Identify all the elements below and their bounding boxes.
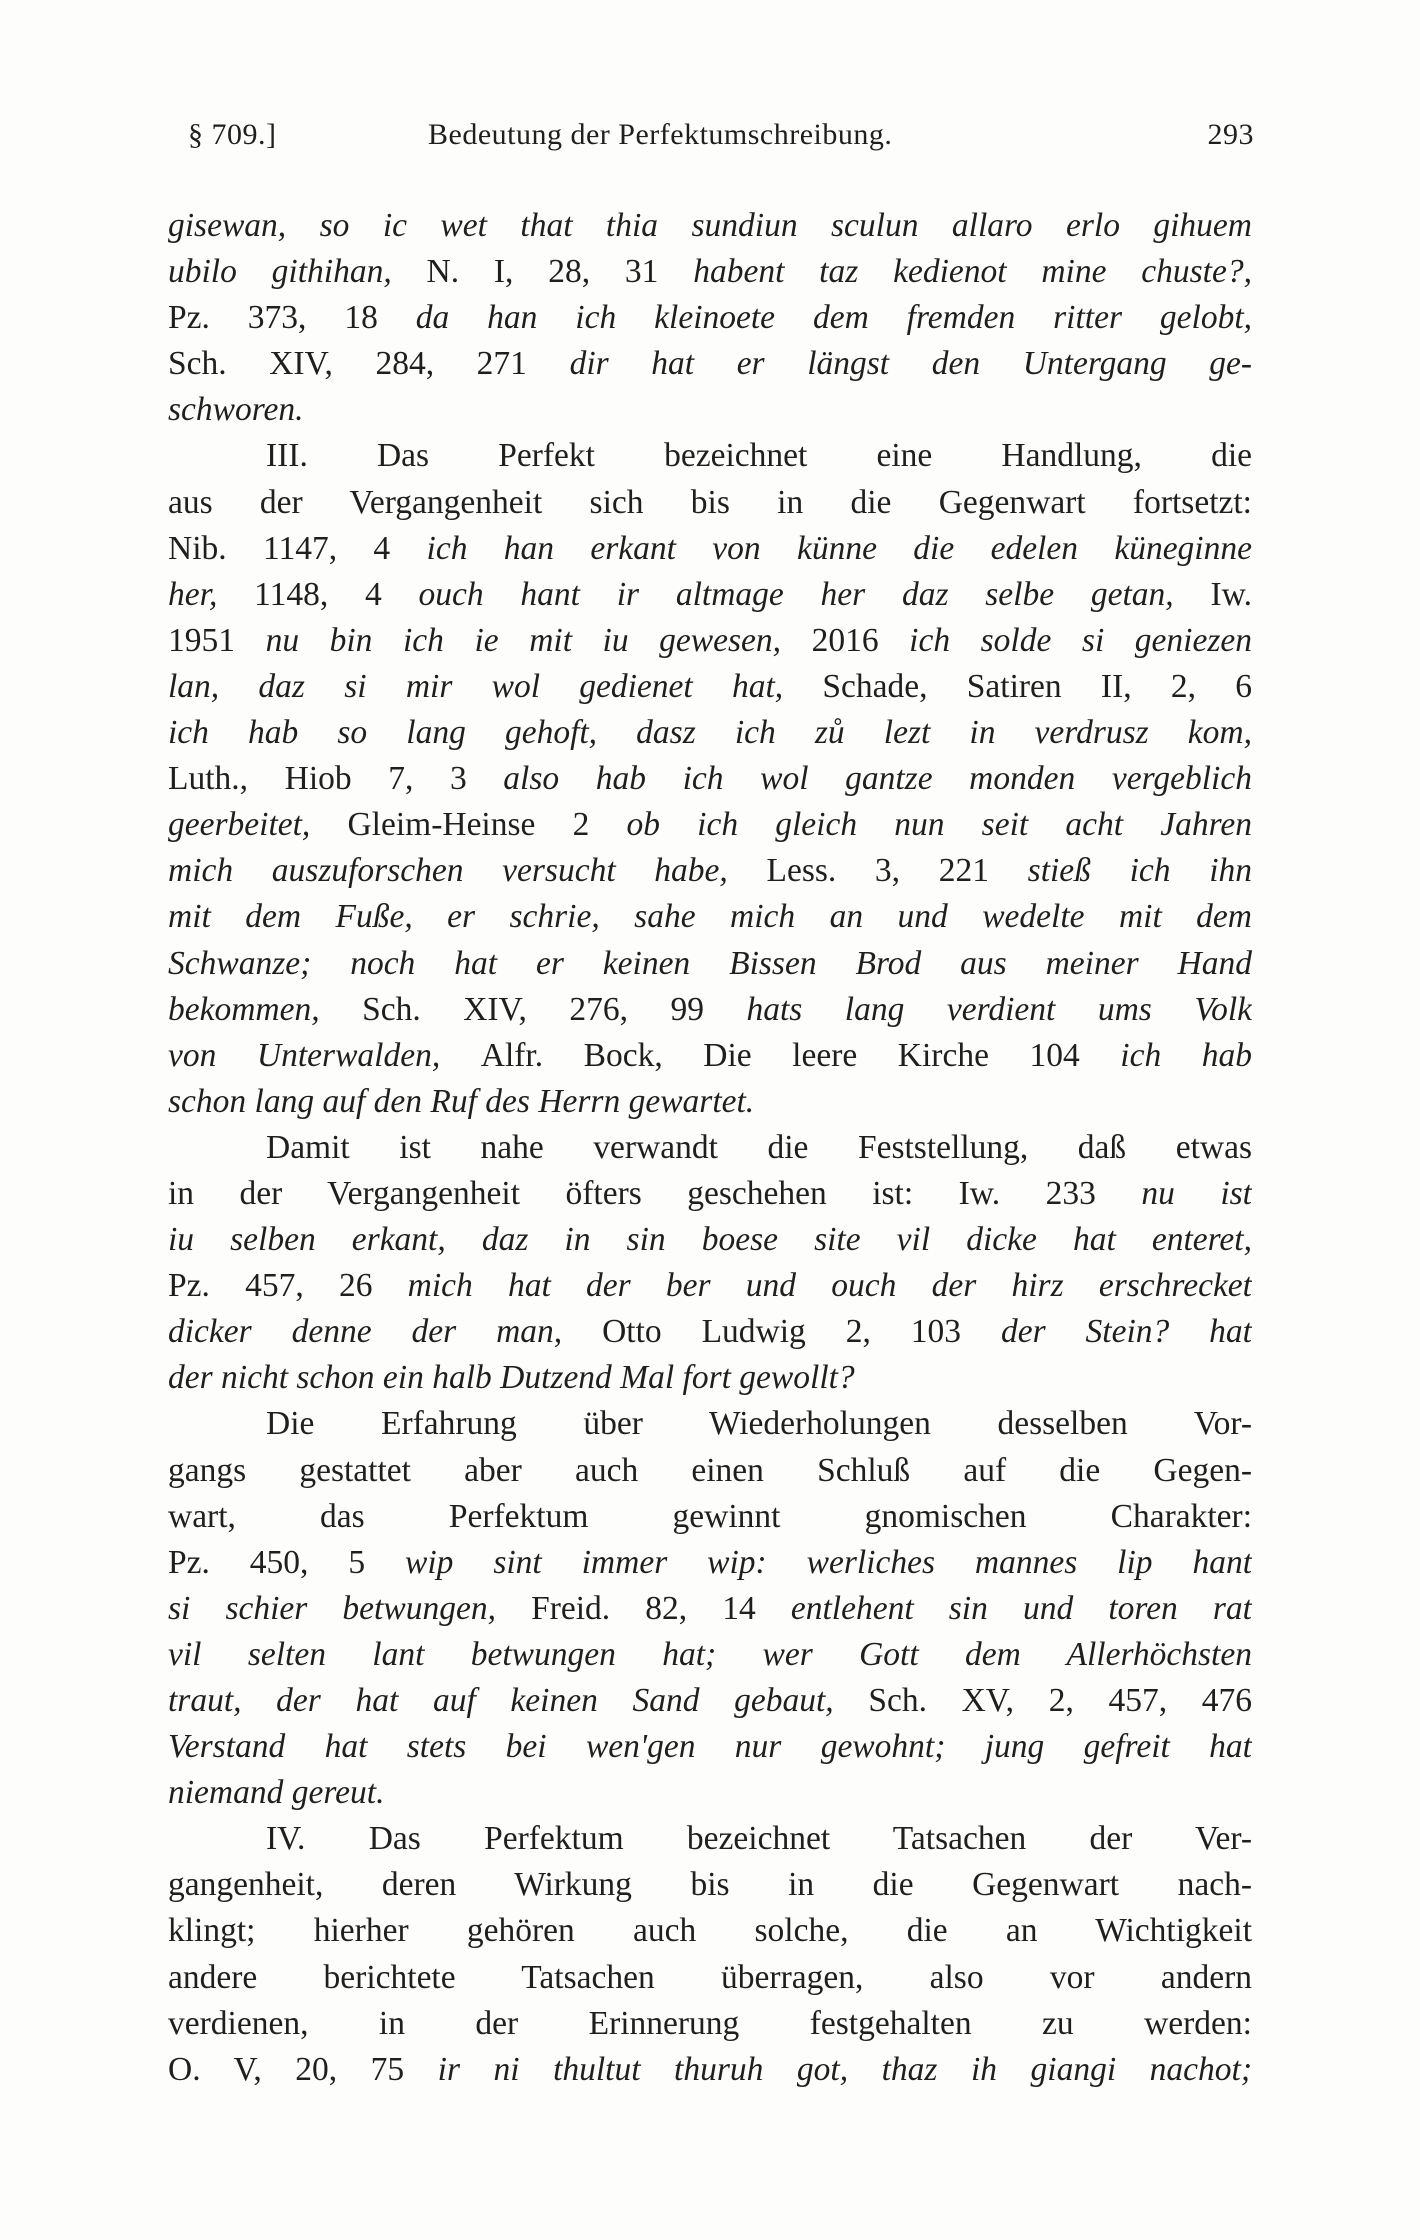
text-line xyxy=(168,203,1252,249)
quoted-example: ich solde si geniezen xyxy=(909,621,1252,659)
text-line xyxy=(168,1770,1252,1816)
quoted-example: mit dem Fuße, er schrie, sahe mich an und wedelte mit dem xyxy=(168,898,1252,936)
text-line xyxy=(168,894,1252,940)
quoted-example: mich hat der ber und ouch der hirz erschrecket xyxy=(407,1267,1252,1305)
quoted-example: der nicht schon ein halb Dutzend Mal fort gewollt? xyxy=(168,1359,855,1397)
text-line xyxy=(168,756,1252,802)
text-line xyxy=(168,1540,1252,1586)
quoted-example: her, xyxy=(168,575,255,613)
text-line xyxy=(168,1125,1252,1171)
citation-text: Sch. XIV, 284, 271 xyxy=(168,345,570,383)
text-line xyxy=(168,987,1252,1033)
citation-text: Nib. 1147, 4 xyxy=(168,529,427,567)
citation-text: Pz. 373, 18 xyxy=(168,299,416,337)
quoted-example: bekommen, xyxy=(168,990,363,1028)
quoted-example: der Stein? hat xyxy=(1000,1313,1252,1351)
body-text xyxy=(168,203,1252,2093)
text-line xyxy=(168,941,1252,987)
citation-text: 1148, 4 xyxy=(254,575,419,613)
text-line xyxy=(168,618,1252,664)
quoted-example: Schwanze; noch hat er keinen Bissen Brod aus meiner Hand xyxy=(168,944,1252,982)
text-line xyxy=(168,802,1252,848)
text-line xyxy=(168,1862,1252,1908)
quoted-example: ich han erkant von künne die edelen küneginne xyxy=(426,529,1252,567)
quoted-example: stieß ich ihn xyxy=(1027,852,1252,890)
citation-text: 1951 xyxy=(168,621,266,659)
quoted-example: traut, der hat auf keinen Sand gebaut, xyxy=(168,1682,869,1719)
quoted-example: schworen. xyxy=(168,391,304,429)
citation-text: Luth., Hiob 7, 3 xyxy=(168,760,504,798)
citation-text: Less. 3, 221 xyxy=(766,852,1028,890)
text-line xyxy=(168,387,1252,433)
text-line xyxy=(168,1678,1252,1724)
quoted-example: Verstand hat stets bei wen'gen nur gewohnt; jung gefreit hat xyxy=(168,1728,1252,1766)
quoted-example: von Unterwalden, xyxy=(168,1036,481,1074)
citation-text: Schade, Satiren II, 2, 6 xyxy=(822,667,1252,705)
quoted-example: nu bin ich ie mit iu gewesen, xyxy=(265,621,812,659)
citation-text: andere berichtete Tatsachen überragen, also vor andern xyxy=(168,1958,1252,1996)
citation-text: Sch. XV, 2, 457, 476 xyxy=(868,1682,1252,1719)
text-line xyxy=(168,1632,1252,1678)
text-line xyxy=(168,1586,1252,1632)
text-line xyxy=(168,1908,1252,1954)
quoted-example: also hab ich wol gantze monden vergeblich xyxy=(503,760,1252,798)
quoted-example: mich auszuforschen versucht habe, xyxy=(168,852,767,890)
text-line xyxy=(168,1816,1252,1862)
quoted-example: iu selben erkant, daz in sin boese site vil dicke hat enteret, xyxy=(168,1221,1252,1259)
text-line xyxy=(168,1401,1252,1447)
text-line xyxy=(168,341,1252,387)
citation-text: 2016 xyxy=(811,621,910,659)
page-number: 293 xyxy=(1207,118,1254,151)
citation-text: Gleim-Heinse 2 xyxy=(347,806,627,844)
text-line xyxy=(168,710,1252,756)
quoted-example: hats lang verdient ums Volk xyxy=(746,990,1252,1028)
quoted-example: ubilo githihan, xyxy=(168,253,427,291)
text-line xyxy=(168,572,1252,618)
text-line xyxy=(168,526,1252,572)
text-line xyxy=(168,1171,1252,1217)
citation-text: Damit ist nahe verwandt die Feststellung, daß etwas xyxy=(266,1128,1252,1166)
quoted-example: ich hab so lang gehoft, dasz ich zů lezt in verdrusz kom, xyxy=(168,714,1252,752)
running-title: Bedeutung der Perfektumschreibung. xyxy=(428,118,893,151)
citation-text: wart, das Perfektum gewinnt gnomischen Charakter: xyxy=(168,1497,1252,1535)
text-line xyxy=(168,433,1252,479)
citation-text: gangenheit, deren Wirkung bis in die Gegenwart nach- xyxy=(168,1866,1252,1904)
text-line xyxy=(168,1724,1252,1770)
text-line xyxy=(168,1033,1252,1079)
citation-text: in der Vergangenheit öfters geschehen ist: Iw. 233 xyxy=(168,1174,1142,1212)
citation-text: Iw. xyxy=(1210,575,1252,613)
citation-text: N. I, 28, 31 xyxy=(426,253,694,291)
text-line xyxy=(168,2001,1252,2047)
text-line xyxy=(168,1309,1252,1355)
quoted-example: vil selten lant betwungen hat; wer Gott dem Allerhöchsten xyxy=(168,1635,1252,1673)
citation-text: Die Erfahrung über Wiederholungen desselben Vor- xyxy=(266,1405,1252,1443)
quoted-example: dicker denne der man, xyxy=(168,1313,603,1351)
text-line xyxy=(168,1217,1252,1263)
quoted-example: niemand gereut. xyxy=(168,1774,385,1812)
running-header xyxy=(188,118,1254,168)
quoted-example: wip sint immer wip: werliches mannes lip hant xyxy=(405,1543,1252,1581)
text-line xyxy=(168,664,1252,710)
quoted-example: entlehent sin und toren rat xyxy=(790,1589,1252,1627)
citation-text: Pz. 457, 26 xyxy=(168,1267,408,1305)
quoted-example: ob ich gleich nun seit acht Jahren xyxy=(626,806,1252,844)
text-line xyxy=(168,480,1252,526)
citation-text: aus der Vergangenheit sich bis in die Gegenwart fortsetzt: xyxy=(168,483,1252,521)
citation-text: IV. Das Perfektum bezeichnet Tatsachen der Ver- xyxy=(266,1820,1252,1858)
citation-text: Freid. 82, 14 xyxy=(531,1589,791,1627)
quoted-example: si schier betwungen, xyxy=(168,1589,532,1627)
quoted-example: habent taz kedienot mine chuste?, xyxy=(693,253,1252,291)
citation-text: klingt; hierher gehören auch solche, die an Wichtigkeit xyxy=(168,1912,1252,1950)
quoted-example: geerbeitet, xyxy=(168,806,348,844)
quoted-example: gisewan, so ic wet that thia sundiun sculun allaro erlo gihuem xyxy=(168,207,1252,244)
quoted-example: ir ni thultut thuruh got, thaz ih giangi nachot; xyxy=(437,2050,1252,2088)
text-line xyxy=(168,249,1252,295)
quoted-example: dir hat er längst den Untergang ge- xyxy=(569,345,1252,383)
text-line xyxy=(168,1355,1252,1401)
citation-text: Alfr. Bock, Die leere Kirche 104 xyxy=(480,1036,1121,1074)
text-line xyxy=(168,2047,1252,2093)
quoted-example: schon lang auf den Ruf des Herrn gewartet. xyxy=(168,1082,755,1120)
text-line xyxy=(168,1079,1252,1125)
text-line xyxy=(168,1448,1252,1494)
text-line xyxy=(168,1955,1252,2001)
citation-text: O. V, 20, 75 xyxy=(168,2050,438,2088)
quoted-example: nu ist xyxy=(1141,1174,1252,1212)
section-reference: § 709.] xyxy=(188,118,277,151)
text-line xyxy=(168,848,1252,894)
citation-text: III. Das Perfekt bezeichnet eine Handlung, die xyxy=(266,437,1252,475)
citation-text: Pz. 450, 5 xyxy=(168,1543,405,1581)
citation-text: gangs gestattet aber auch einen Schluß auf die Gegen- xyxy=(168,1451,1252,1489)
quoted-example: da han ich kleinoete dem fremden ritter gelobt, xyxy=(415,299,1252,337)
quoted-example: lan, daz si mir wol gedienet hat, xyxy=(168,667,823,705)
text-line xyxy=(168,295,1252,341)
citation-text: verdienen, in der Erinnerung festgehalten zu werden: xyxy=(168,2004,1252,2042)
quoted-example: ich hab xyxy=(1120,1036,1252,1074)
text-line xyxy=(168,1494,1252,1540)
text-line xyxy=(168,1263,1252,1309)
citation-text: Sch. XIV, 276, 99 xyxy=(362,990,747,1028)
citation-text: Otto Ludwig 2, 103 xyxy=(602,1313,1001,1351)
quoted-example: ouch hant ir altmage her daz selbe getan, xyxy=(418,575,1211,613)
